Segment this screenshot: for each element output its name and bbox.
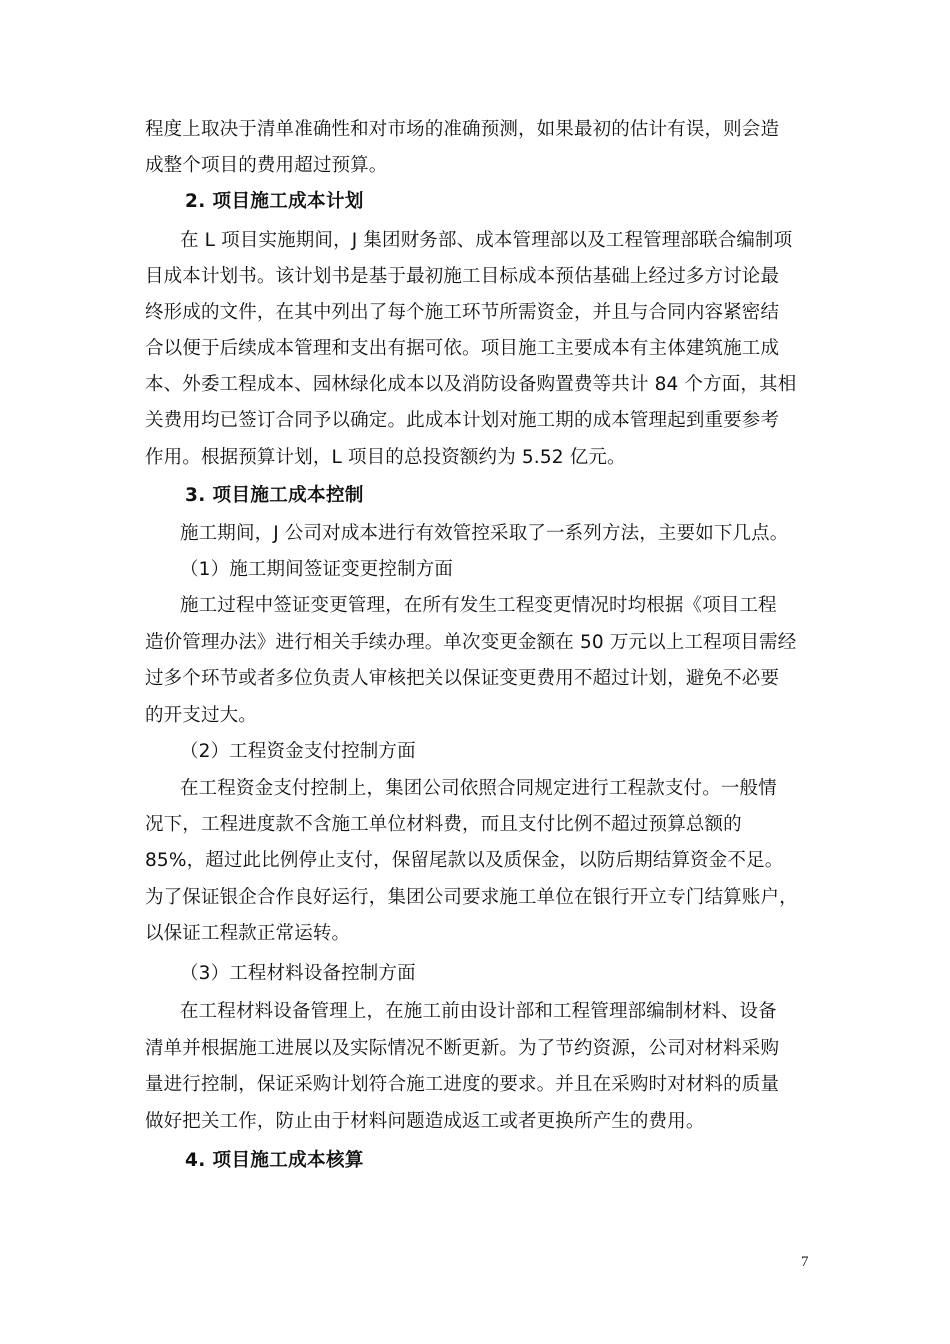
paragraph-line: 过多个环节或者多位负责人审核把关以保证变更费用不超过计划，避免不必要 [145,668,780,689]
paragraph-line: 施工期间，J 公司对成本进行有效管控采取了一系列方法，主要如下几点。 [180,523,789,544]
paragraph-line: 况下，工程进度款不含施工单位材料费，而且支付比例不超过预算总额的 [145,814,742,835]
paragraph-line: 量进行控制，保证采购计划符合施工进度的要求。并且在采购时对材料的质量 [145,1074,780,1095]
paragraph-line: 在 L 项目实施期间，J 集团财务部、成本管理部以及工程管理部联合编制项 [180,230,793,251]
section-heading-4: 4. 项目施工成本核算 [185,1150,364,1171]
paragraph-line: 本、外委工程成本、园林绿化成本以及消防设备购置费等共计 84 个方面，其相 [145,374,797,395]
section-heading-3: 3. 项目施工成本控制 [185,485,364,506]
subsection-heading: （1）施工期间签证变更控制方面 [180,559,454,580]
page-number: 7 [801,1254,809,1270]
paragraph-line: 的开支过大。 [145,705,257,726]
paragraph-line: 在工程材料设备管理上，在施工前由设计部和工程管理部编制材料、设备 [180,1001,777,1022]
paragraph-line: 施工过程中签证变更管理，在所有发生工程变更情况时均根据《项目工程 [180,595,777,616]
paragraph-line: 做好把关工作，防止由于材料问题造成返工或者更换所产生的费用。 [145,1111,705,1132]
paragraph-line: 成整个项目的费用超过预算。 [145,155,388,176]
paragraph-line: 以保证工程款正常运转。 [145,923,351,944]
section-heading-2: 2. 项目施工成本计划 [185,191,364,212]
paragraph-line: 关费用均已签订合同予以确定。此成本计划对施工期的成本管理起到重要参考 [145,410,780,431]
paragraph-line: 85%，超过此比例停止支付，保留尾款以及质保金，以防后期结算资金不足。 [145,850,784,871]
paragraph-line: 程度上取决于清单准确性和对市场的准确预测，如果最初的估计有误，则会造 [145,119,780,140]
paragraph-line: 作用。根据预算计划，L 项目的总投资额约为 5.52 亿元。 [145,447,626,468]
paragraph-line: 造价管理办法》进行相关手续办理。单次变更金额在 50 万元以上工程项目需经 [145,632,797,653]
paragraph-line: 清单并根据施工进展以及实际情况不断更新。为了节约资源，公司对材料采购 [145,1038,780,1059]
subsection-heading: （2）工程资金支付控制方面 [180,741,416,762]
paragraph-line: 终形成的文件，在其中列出了每个施工环节所需资金，并且与合同内容紧密结 [145,302,780,323]
paragraph-line: 合以便于后续成本管理和支出有据可依。项目施工主要成本有主体建筑施工成 [145,338,780,359]
paragraph-line: 在工程资金支付控制上，集团公司依照合同规定进行工程款支付。一般情 [180,778,777,799]
subsection-heading: （3）工程材料设备控制方面 [180,963,416,984]
paragraph-line: 目成本计划书。该计划书是基于最初施工目标成本预估基础上经过多方讨论最 [145,266,780,287]
paragraph-line: 为了保证银企合作良好运行，集团公司要求施工单位在银行开立专门结算账户， [145,887,798,908]
